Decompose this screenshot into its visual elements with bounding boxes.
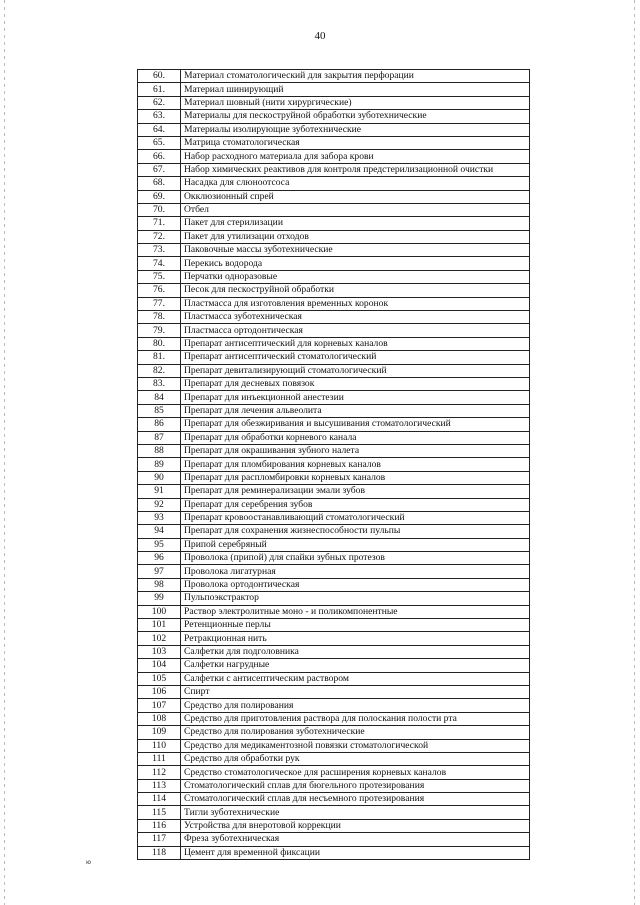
table-row bbox=[138, 217, 530, 230]
row-number: 98 bbox=[138, 578, 181, 591]
row-item-name: Салфетки нагрудные bbox=[181, 659, 530, 672]
table-row bbox=[138, 511, 530, 524]
items-table-body bbox=[138, 70, 530, 860]
table-row bbox=[138, 471, 530, 484]
row-item-name: Материалы изолирующие зуботехнические bbox=[181, 123, 530, 136]
table-row bbox=[138, 404, 530, 417]
row-item-name: Препарат для распломбировки корневых каналов bbox=[181, 471, 530, 484]
items-table bbox=[137, 69, 530, 860]
row-item-name: Пакет для стерилизации bbox=[181, 217, 530, 230]
table-row bbox=[138, 270, 530, 283]
row-number: 94 bbox=[138, 525, 181, 538]
table-row bbox=[138, 257, 530, 270]
row-number: 112 bbox=[138, 766, 181, 779]
row-item-name: Отбел bbox=[181, 203, 530, 216]
row-item-name: Препарат для окрашивания зубного налета bbox=[181, 444, 530, 457]
table-row bbox=[138, 311, 530, 324]
row-item-name: Фреза зуботехническая bbox=[181, 833, 530, 846]
row-number: 72. bbox=[138, 230, 181, 243]
row-item-name: Средство для медикаментозной повязки стоматологической bbox=[181, 739, 530, 752]
row-item-name: Устройства для внеротовой коррекции bbox=[181, 819, 530, 832]
table-row bbox=[138, 659, 530, 672]
row-number: 116 bbox=[138, 819, 181, 832]
row-item-name: Материал стоматологический для закрытия перфорации bbox=[181, 70, 530, 83]
row-item-name: Препарат антисептический для корневых каналов bbox=[181, 337, 530, 350]
row-item-name: Препарат девитализирующий стоматологический bbox=[181, 364, 530, 377]
table-row bbox=[138, 498, 530, 511]
row-item-name: Стоматологический сплав для бюгельного протезирования bbox=[181, 779, 530, 792]
row-number: 74. bbox=[138, 257, 181, 270]
row-number: 114 bbox=[138, 793, 181, 806]
table-row bbox=[138, 592, 530, 605]
row-item-name: Раствор электролитные моно - и поликомпонентные bbox=[181, 605, 530, 618]
row-item-name: Ретенционные перлы bbox=[181, 619, 530, 632]
row-number: 107 bbox=[138, 699, 181, 712]
row-number: 69. bbox=[138, 190, 181, 203]
row-number: 68. bbox=[138, 177, 181, 190]
row-number: 65. bbox=[138, 136, 181, 149]
row-item-name: Набор расходного материала для забора крови bbox=[181, 150, 530, 163]
row-number: 70. bbox=[138, 203, 181, 216]
table-row bbox=[138, 833, 530, 846]
row-item-name: Пластмасса для изготовления временных коронок bbox=[181, 297, 530, 310]
row-number: 80. bbox=[138, 337, 181, 350]
table-row bbox=[138, 203, 530, 216]
row-number: 93 bbox=[138, 511, 181, 524]
row-item-name: Салфетки для подголовника bbox=[181, 645, 530, 658]
table-row bbox=[138, 726, 530, 739]
row-number: 102 bbox=[138, 632, 181, 645]
row-number: 82. bbox=[138, 364, 181, 377]
table-row bbox=[138, 284, 530, 297]
row-item-name: Препарат для пломбирования корневых каналов bbox=[181, 458, 530, 471]
row-number: 90 bbox=[138, 471, 181, 484]
row-item-name: Салфетки с антисептическим раствором bbox=[181, 672, 530, 685]
row-number: 91 bbox=[138, 485, 181, 498]
table-row bbox=[138, 351, 530, 364]
row-number: 78. bbox=[138, 311, 181, 324]
row-item-name: Пластмасса зуботехническая bbox=[181, 311, 530, 324]
table-row bbox=[138, 485, 530, 498]
table-row bbox=[138, 324, 530, 337]
row-number: 61. bbox=[138, 83, 181, 96]
row-item-name: Перчатки одноразовые bbox=[181, 270, 530, 283]
table-row bbox=[138, 819, 530, 832]
table-row bbox=[138, 712, 530, 725]
table-row bbox=[138, 391, 530, 404]
row-number: 64. bbox=[138, 123, 181, 136]
row-number: 73. bbox=[138, 244, 181, 257]
row-number: 115 bbox=[138, 806, 181, 819]
table-row bbox=[138, 123, 530, 136]
table-row bbox=[138, 605, 530, 618]
table-row bbox=[138, 444, 530, 457]
row-item-name: Препарат для сохранения жизнеспособности пульпы bbox=[181, 525, 530, 538]
row-item-name: Насадка для слюноотсоса bbox=[181, 177, 530, 190]
table-row bbox=[138, 619, 530, 632]
table-row bbox=[138, 632, 530, 645]
row-item-name: Препарат для серебрения зубов bbox=[181, 498, 530, 511]
table-row bbox=[138, 685, 530, 698]
table-row bbox=[138, 779, 530, 792]
table-row bbox=[138, 431, 530, 444]
table-row bbox=[138, 752, 530, 765]
row-item-name: Набор химических реактивов для контроля предстерилизационной очистки bbox=[181, 163, 530, 176]
table-row bbox=[138, 846, 530, 859]
row-item-name: Ретракционная нить bbox=[181, 632, 530, 645]
row-item-name: Проволока лигатурная bbox=[181, 565, 530, 578]
row-item-name: Средство для обработки рук bbox=[181, 752, 530, 765]
row-number: 81. bbox=[138, 351, 181, 364]
table-row bbox=[138, 230, 530, 243]
table-row bbox=[138, 418, 530, 431]
row-item-name: Средство для приготовления раствора для полоскания полости рта bbox=[181, 712, 530, 725]
row-item-name: Проволока (припой) для спайки зубных протезов bbox=[181, 552, 530, 565]
table-row bbox=[138, 766, 530, 779]
row-item-name: Препарат для десневых повязок bbox=[181, 377, 530, 390]
row-number: 62. bbox=[138, 96, 181, 109]
row-item-name: Проволока ортодонтическая bbox=[181, 578, 530, 591]
table-row bbox=[138, 699, 530, 712]
row-item-name: Окклюзионный спрей bbox=[181, 190, 530, 203]
row-number: 105 bbox=[138, 672, 181, 685]
table-row bbox=[138, 163, 530, 176]
row-item-name: Препарат для инъекционной анестезии bbox=[181, 391, 530, 404]
table-row bbox=[138, 177, 530, 190]
row-item-name: Песок для пескоструйной обработки bbox=[181, 284, 530, 297]
table-row bbox=[138, 538, 530, 551]
table-row bbox=[138, 578, 530, 591]
row-number: 99 bbox=[138, 592, 181, 605]
scan-edge-right bbox=[634, 0, 635, 905]
table-row bbox=[138, 672, 530, 685]
row-item-name: Материалы для пескоструйной обработки зуботехнические bbox=[181, 110, 530, 123]
row-number: 100 bbox=[138, 605, 181, 618]
corner-mark: ю bbox=[86, 859, 92, 866]
table-row bbox=[138, 377, 530, 390]
row-number: 110 bbox=[138, 739, 181, 752]
table-row bbox=[138, 83, 530, 96]
row-number: 84 bbox=[138, 391, 181, 404]
row-number: 66. bbox=[138, 150, 181, 163]
row-number: 95 bbox=[138, 538, 181, 551]
row-number: 118 bbox=[138, 846, 181, 859]
row-number: 89 bbox=[138, 458, 181, 471]
row-number: 67. bbox=[138, 163, 181, 176]
row-item-name: Пульпоэкстрактор bbox=[181, 592, 530, 605]
table-row bbox=[138, 150, 530, 163]
row-item-name: Препарат антисептический стоматологический bbox=[181, 351, 530, 364]
row-item-name: Пластмасса ортодонтическая bbox=[181, 324, 530, 337]
row-number: 103 bbox=[138, 645, 181, 658]
table-row bbox=[138, 297, 530, 310]
row-item-name: Тигли зуботехнические bbox=[181, 806, 530, 819]
table-row bbox=[138, 110, 530, 123]
table-row bbox=[138, 190, 530, 203]
row-number: 85 bbox=[138, 404, 181, 417]
table-row bbox=[138, 337, 530, 350]
row-item-name: Препарат для обезжиривания и высушивания стоматологический bbox=[181, 418, 530, 431]
row-number: 111 bbox=[138, 752, 181, 765]
row-number: 97 bbox=[138, 565, 181, 578]
table-row bbox=[138, 70, 530, 83]
table-row bbox=[138, 739, 530, 752]
row-item-name: Материал шинирующий bbox=[181, 83, 530, 96]
row-number: 101 bbox=[138, 619, 181, 632]
row-item-name: Припой серебряный bbox=[181, 538, 530, 551]
row-item-name: Препарат кровоостанавливающий стоматологический bbox=[181, 511, 530, 524]
page-number: 40 bbox=[314, 30, 326, 42]
row-number: 63. bbox=[138, 110, 181, 123]
row-number: 79. bbox=[138, 324, 181, 337]
row-number: 92 bbox=[138, 498, 181, 511]
row-number: 104 bbox=[138, 659, 181, 672]
scan-edge-left bbox=[4, 0, 5, 905]
row-item-name: Перекись водорода bbox=[181, 257, 530, 270]
row-number: 106 bbox=[138, 685, 181, 698]
row-number: 108 bbox=[138, 712, 181, 725]
row-item-name: Средство для полирования зуботехнические bbox=[181, 726, 530, 739]
row-item-name: Препарат для обработки корневого канала bbox=[181, 431, 530, 444]
table-row bbox=[138, 458, 530, 471]
row-number: 88 bbox=[138, 444, 181, 457]
row-item-name: Препарат для реминерализации эмали зубов bbox=[181, 485, 530, 498]
row-number: 113 bbox=[138, 779, 181, 792]
row-number: 75. bbox=[138, 270, 181, 283]
row-item-name: Препарат для лечения альвеолита bbox=[181, 404, 530, 417]
table-row bbox=[138, 136, 530, 149]
table-row bbox=[138, 552, 530, 565]
table-row bbox=[138, 793, 530, 806]
table-row bbox=[138, 806, 530, 819]
row-number: 77. bbox=[138, 297, 181, 310]
row-number: 60. bbox=[138, 70, 181, 83]
row-item-name: Стоматологический сплав для несъемного протезирования bbox=[181, 793, 530, 806]
table-row bbox=[138, 244, 530, 257]
row-item-name: Спирт bbox=[181, 685, 530, 698]
row-item-name: Пакет для утилизации отходов bbox=[181, 230, 530, 243]
row-number: 71. bbox=[138, 217, 181, 230]
table-row bbox=[138, 525, 530, 538]
row-number: 83. bbox=[138, 377, 181, 390]
row-number: 86 bbox=[138, 418, 181, 431]
row-number: 76. bbox=[138, 284, 181, 297]
table-row bbox=[138, 364, 530, 377]
row-number: 117 bbox=[138, 833, 181, 846]
table-row bbox=[138, 96, 530, 109]
row-item-name: Паковочные массы зуботехнические bbox=[181, 244, 530, 257]
row-number: 96 bbox=[138, 552, 181, 565]
row-number: 87 bbox=[138, 431, 181, 444]
row-item-name: Средство для полирования bbox=[181, 699, 530, 712]
items-table-container bbox=[137, 69, 530, 860]
row-item-name: Цемент для временной фиксации bbox=[181, 846, 530, 859]
table-row bbox=[138, 565, 530, 578]
table-row bbox=[138, 645, 530, 658]
row-item-name: Матрица стоматологическая bbox=[181, 136, 530, 149]
row-number: 109 bbox=[138, 726, 181, 739]
row-item-name: Средство стоматологическое для расширения корневых каналов bbox=[181, 766, 530, 779]
row-item-name: Материал шовный (нити хирургические) bbox=[181, 96, 530, 109]
